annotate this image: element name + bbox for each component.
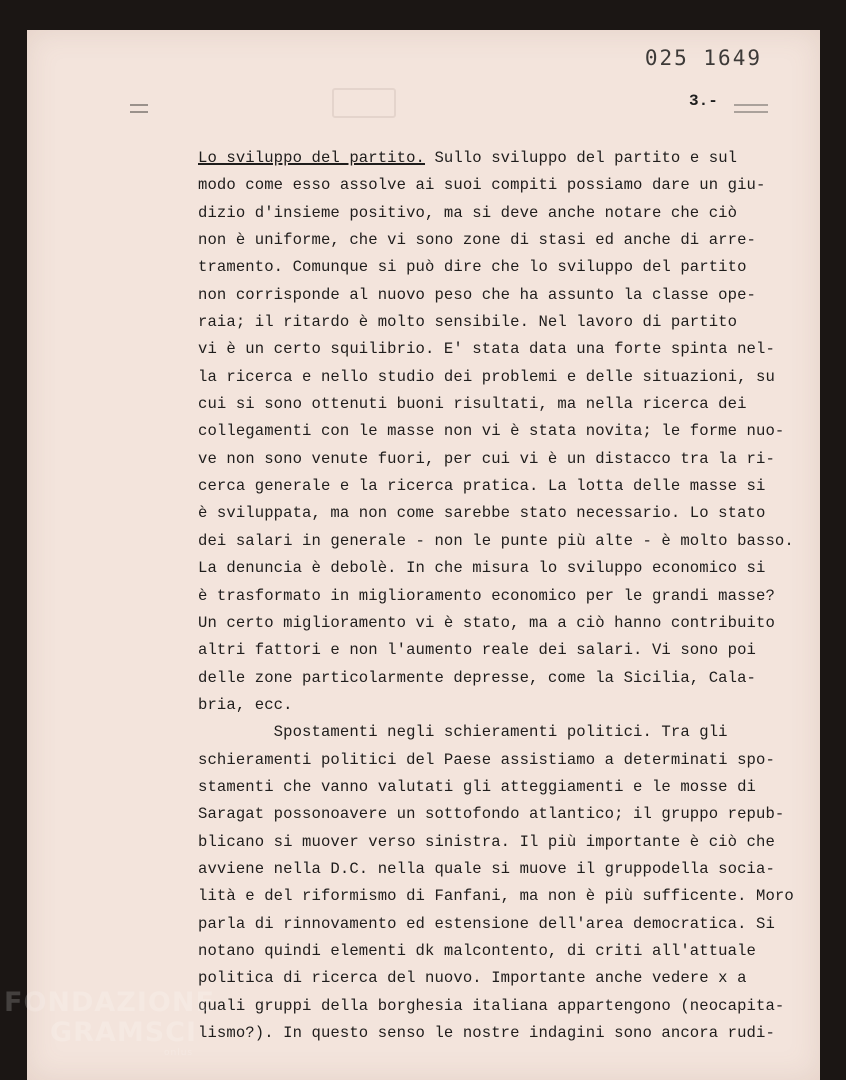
- text-line: [198, 200, 818, 227]
- text-line: [198, 911, 818, 938]
- document-page: [27, 30, 820, 1080]
- line-text: cerca generale e la ricerca pratica. La lotta delle masse si: [198, 477, 766, 496]
- watermark-line-3: onlus: [164, 1048, 194, 1058]
- text-line: [198, 309, 818, 336]
- text-line: [198, 938, 818, 965]
- line-text: non è uniforme, che vi sono zone di stasi ed anche di arre-: [198, 231, 757, 250]
- text-line: [198, 801, 818, 828]
- line-text: è trasformato in miglioramento economico per le grandi masse?: [198, 586, 775, 605]
- line-text: Sullo sviluppo del partito e sul: [425, 149, 738, 167]
- text-line: [198, 528, 818, 555]
- archive-number: 025 1649: [644, 46, 762, 70]
- text-line: [198, 391, 818, 418]
- text-line: [198, 993, 818, 1020]
- watermark-line-2: GRAMSCI: [50, 1017, 198, 1048]
- text-line: [198, 145, 818, 172]
- line-text: parla di rinnovamento ed estensione dell'area democratica. Si: [198, 914, 775, 933]
- line-text: modo come esso assolve ai suoi compiti possiamo dare un giu-: [198, 176, 766, 195]
- line-text: dei salari in generale - non le punte più alte - è molto basso.: [198, 531, 794, 550]
- line-text: lità e del riformismo di Fanfani, ma non è più sufficente. Moro: [198, 887, 794, 906]
- line-text: delle zone particolarmente depresse, come la Sicilia, Cala-: [198, 668, 757, 687]
- line-text: vi è un certo squilibrio. E' stata data una forte spinta nel-: [198, 340, 775, 359]
- strike-mark: [734, 104, 768, 113]
- line-text: Spostamenti negli schieramenti politici. Tra gli: [198, 723, 728, 742]
- text-line: [198, 747, 818, 774]
- line-text: Un certo miglioramento vi è stato, ma a ciò hanno contribuito: [198, 613, 775, 632]
- text-line: [198, 829, 818, 856]
- text-line: [198, 172, 818, 199]
- line-text: collegamenti con le masse non vi è stata novita; le forme nuo-: [198, 422, 785, 441]
- line-text: non corrisponde al nuovo peso che ha assunto la classe ope-: [198, 285, 757, 304]
- section-heading: Lo sviluppo del partito.: [198, 149, 425, 167]
- line-text: altri fattori e non l'aumento reale dei salari. Vi sono poi: [198, 641, 757, 660]
- line-text: Saragat possonoavere un sottofondo atlantico; il gruppo repub-: [198, 805, 785, 824]
- text-line: [198, 418, 818, 445]
- text-line: [198, 665, 818, 692]
- text-line: [198, 282, 818, 309]
- line-text: è sviluppata, ma non come sarebbe stato necessario. Lo stato: [198, 504, 766, 523]
- text-line: [198, 336, 818, 363]
- line-text: schieramenti politici del Paese assistiamo a determinati spo-: [198, 750, 775, 769]
- text-line: [198, 364, 818, 391]
- line-text: La denuncia è debolè. In che misura lo sviluppo economico si: [198, 559, 766, 578]
- text-line: [198, 254, 818, 281]
- line-text: lismo?). In questo senso le nostre indagini sono ancora rudi-: [198, 1024, 775, 1042]
- text-line: [198, 692, 818, 719]
- line-text: stamenti che vanno valutati gli atteggiamenti e le mosse di: [198, 777, 757, 796]
- line-text: raia; il ritardo è molto sensibile. Nel lavoro di partito: [198, 313, 738, 332]
- text-line: [198, 227, 818, 254]
- line-text: ve non sono venute fuori, per cui vi è un distacco tra la ri-: [198, 449, 775, 468]
- line-text: notano quindi elementi dk malcontento, di criti all'attuale: [198, 941, 757, 960]
- line-text: cui si sono ottenuti buoni risultati, ma nella ricerca dei: [198, 395, 747, 414]
- text-line: [198, 473, 818, 500]
- page-number: 3.-: [689, 92, 718, 110]
- line-text: la ricerca e nello studio dei problemi e delle situazioni, su: [198, 367, 775, 386]
- line-text: quali gruppi della borghesia italiana appartengono (neocapita-: [198, 996, 785, 1015]
- text-line: [198, 856, 818, 883]
- text-line: [198, 555, 818, 582]
- line-text: blicano si muover verso sinistra. Il più importante è ciò che: [198, 832, 775, 851]
- text-line: [198, 883, 818, 910]
- text-line: [198, 637, 818, 664]
- text-line: [198, 446, 818, 473]
- text-line: [198, 965, 818, 992]
- line-text: avviene nella D.C. nella quale si muove il gruppodella socia-: [198, 859, 775, 878]
- watermark-logo: [4, 988, 215, 1058]
- margin-mark: [130, 104, 148, 113]
- typed-body-text: [198, 145, 818, 1047]
- text-line: [198, 774, 818, 801]
- line-text: tramento. Comunque si può dire che lo sviluppo del partito: [198, 258, 747, 277]
- text-line: [198, 1020, 818, 1047]
- line-text: bria, ecc.: [198, 695, 293, 714]
- text-line: [198, 610, 818, 637]
- text-line: [198, 500, 818, 527]
- text-line: [198, 583, 818, 610]
- line-text: dizio d'insieme positivo, ma si deve anche notare che ciò: [198, 203, 738, 222]
- text-line: [198, 719, 818, 746]
- faded-stamp: [332, 88, 396, 118]
- watermark-line-1: FONDAZIONE: [4, 987, 215, 1018]
- line-text: politica di ricerca del nuovo. Importante anche vedere x a: [198, 969, 747, 988]
